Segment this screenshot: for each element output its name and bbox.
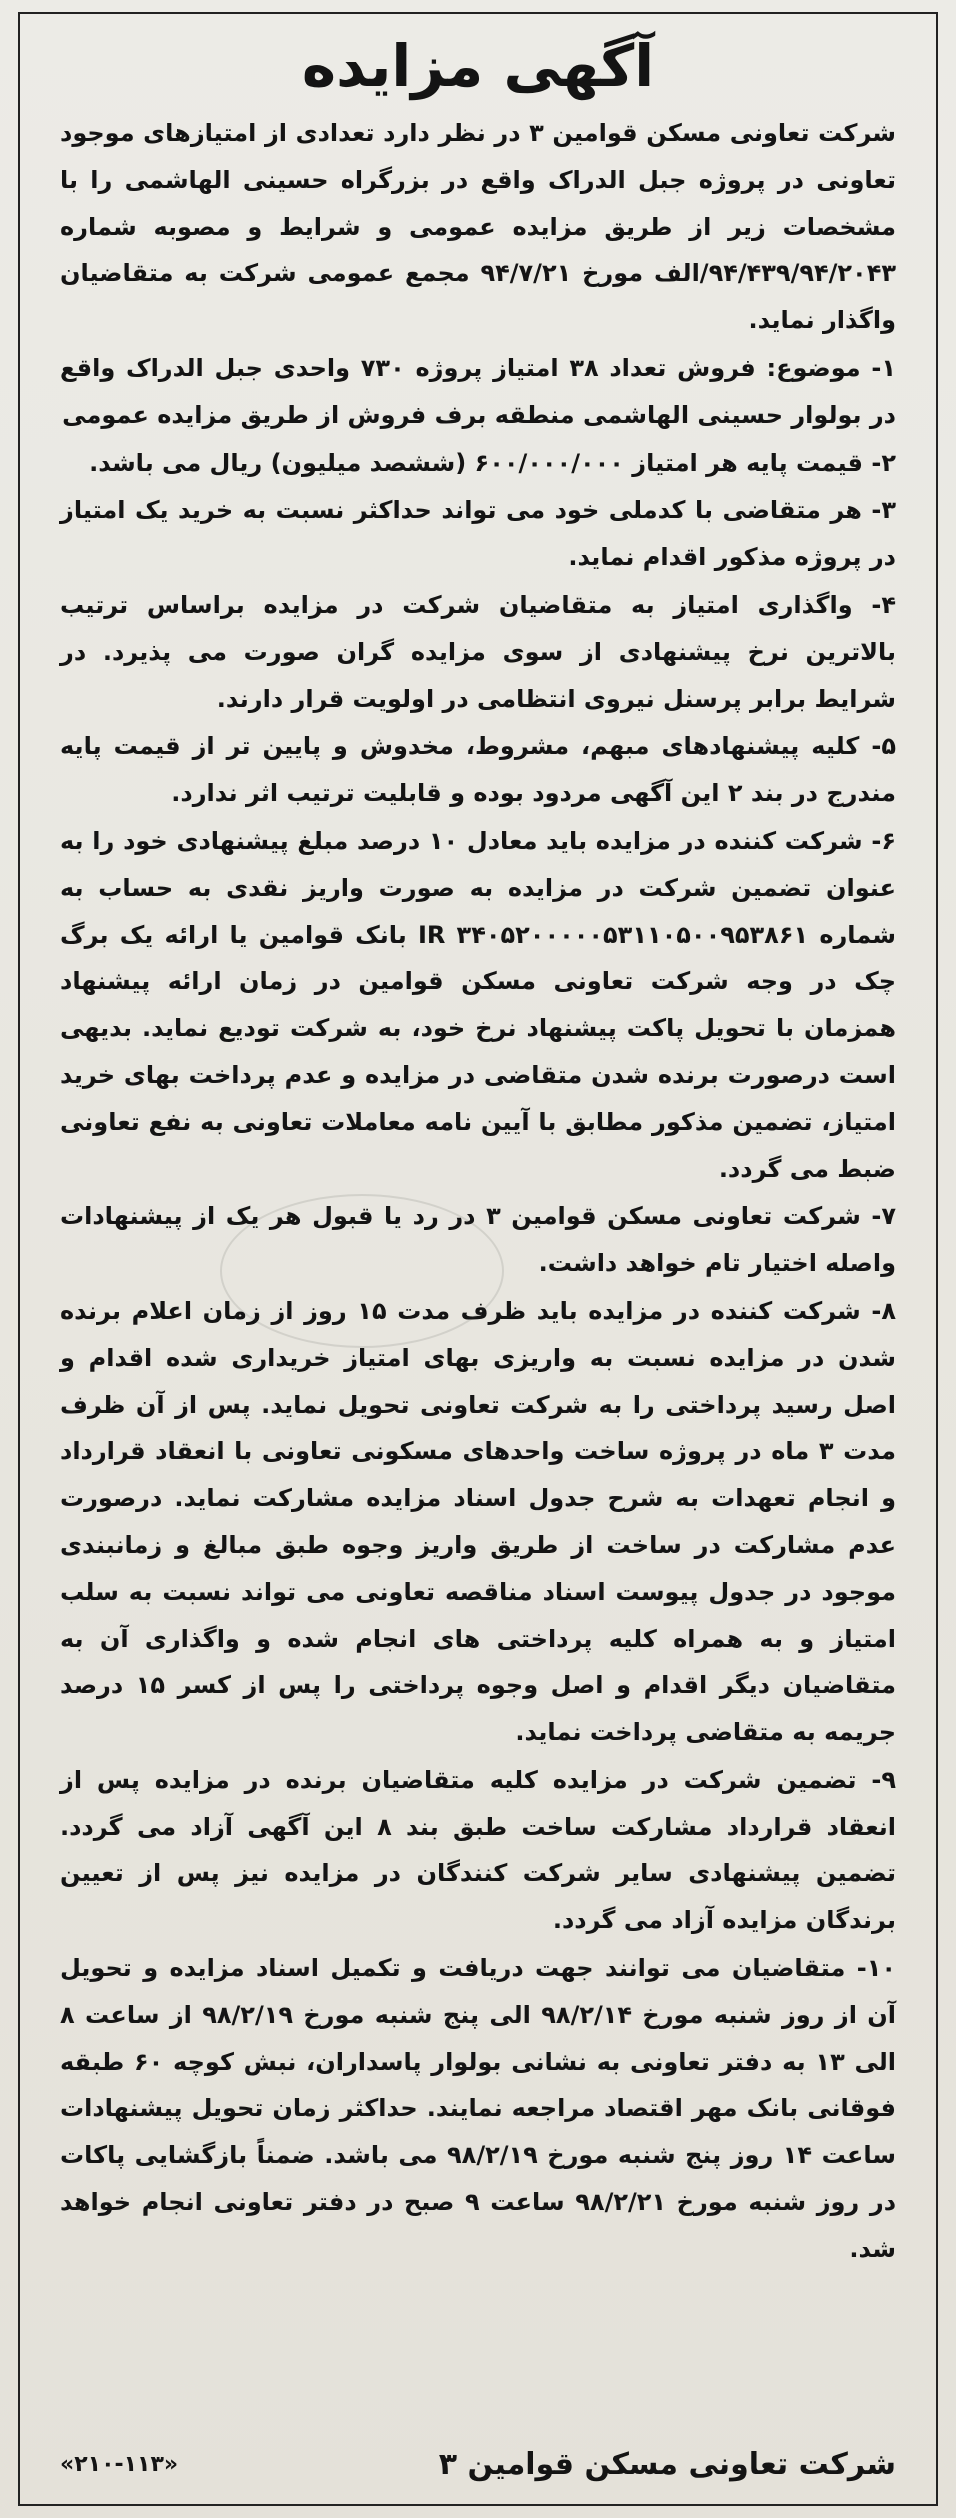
notice-frame xyxy=(18,12,938,2506)
clause-5: ۵- کلیه پیشنهادهای مبهم، مشروط، مخدوش و پایین تر از قیمت پایه مندرج در بند ۲ این آگهی مردود بوده و قابلیت ترتیب اثر ندارد. xyxy=(60,732,896,808)
clause-1: ۱- موضوع: فروش تعداد ۳۸ امتیاز پروژه ۷۳۰ واحدی جبل الدراک واقع در بولوار حسینی الهاشمی منطقه برف فروش از طریق مزایده عمومی xyxy=(60,353,897,429)
clause-2: ۲- قیمت پایه هر امتیاز ۶۰۰/۰۰۰/۰۰۰ (ششصد میلیون) ریال می باشد. xyxy=(89,448,896,477)
clause-3: ۳- هر متقاضی با کدملی خود می تواند حداکثر نسبت به خرید یک امتیاز در پروژه مذکور اقدام نماید. xyxy=(60,496,896,572)
clause-9: ۹- تضمین شرکت در مزایده کلیه متقاضیان برنده در مزایده پس از انعقاد قرارداد مشارکت ساخت طبق بند ۸ این آگهی آزاد می گردد. تضمین پیشنهادی سایر شرکت کنندگان در مزایده نیز پس از تعیین برندگان مزایده آزاد می گردد. xyxy=(60,1765,896,1935)
notice-intro: شرکت تعاونی مسکن قوامین ۳ در نظر دارد تعدادی از امتیازهای موجود تعاونی در پروژه جبل الدراک واقع در بزرگراه حسینی الهاشمی را با مشخصات زیر از طریق مزایده عمومی و شرایط و مصوبه شماره ۹۴/۴۳۹/۹۴/۲۰۴۳/الف مورخ ۹۴/۷/۲۱ مجمع عمومی شرکت به متقاضیان واگذار نماید. xyxy=(60,119,896,335)
clause-8: ۸- شرکت کننده در مزایده باید ظرف مدت ۱۵ روز از زمان اعلام برنده شدن در مزایده نسبت به واریزی بهای امتیاز خریداری شده اقدام و اصل رسید پرداختی را به شرکت تعاونی تحویل نماید. پس از آن ظرف مدت ۳ ماه در پروژه ساخت واحدهای مسکونی تعاونی با انعقاد قرارداد و انجام تعهدات به شرح جدول اسناد مزایده مشارکت نماید. درصورت عدم مشارکت در ساخت از طریق واریز وجوه طبق مبالغ و زمانبندی موجود در جدول پیوست اسناد مناقصه تعاونی می تواند نسبت به سلب امتیاز و به همراه کلیه پرداختی های انجام شده و واگذاری آن به متقاضیان دیگر اقدام و اصل وجوه پرداختی را پس از کسر ۱۵ درصد جریمه به متقاضی پرداخت نماید. xyxy=(60,1296,896,1747)
notice-footer xyxy=(60,2447,896,2482)
clause-4: ۴- واگذاری امتیاز به متقاضیان شرکت در مزایده براساس ترتیب بالاترین نرخ پیشنهادی از سوی مزایده گران صورت می پذیرد. در شرایط برابر پرسنل نیروی انتظامی در اولویت قرار دارند. xyxy=(60,590,896,713)
clause-10: ۱۰- متقاضیان می توانند جهت دریافت و تکمیل اسناد مزایده و تحویل آن از روز شنبه مورخ ۹۸/۲/۱۴ الی پنج شنبه مورخ ۹۸/۲/۱۹ از ساعت ۸ الی ۱۳ به دفتر تعاونی به نشانی بولوار پاسداران، نبش کوچه ۶۰ طبقه فوقانی بانک مهر اقتصاد مراجعه نمایند. حداکثر زمان تحویل پیشنهادات ساعت ۱۴ روز پنج شنبه مورخ ۹۸/۲/۱۹ می باشد. ضمناً بازگشایی پاکات در روز شنبه مورخ ۹۸/۲/۲۱ ساعت ۹ صبح در دفتر تعاونی انجام خواهد شد. xyxy=(60,1954,897,2263)
notice-title: آگهی مزایده xyxy=(301,32,655,100)
signature: شرکت تعاونی مسکن قوامین ۳ xyxy=(438,2447,896,2482)
clause-6: ۶- شرکت کننده در مزایده باید معادل ۱۰ درصد مبلغ پیشنهادی خود را به عنوان تضمین شرکت در مزایده به صورت واریز نقدی به حساب به شماره IR ۳۴۰۵۲۰۰۰۰۰۵۳۱۱۰۵۰۰۹۵۳۸۶۱ بانک قوامین یا ارائه یک برگ چک در وجه شرکت تعاونی مسکن قوامین در زمان ارائه پیشنهاد همزمان با تحویل پاکت پیشنهاد نرخ خود، به شرکت تودیع نماید. بدیهی است درصورت برنده شدن متقاضی در مزایده و عدم پرداخت بهای خرید امتیاز، تضمین مذکور مطابق با آیین نامه معاملات تعاونی به نفع تعاونی ضبط می گردد. xyxy=(60,826,897,1183)
ad-code: «۲۱۰-۱۱۳» xyxy=(60,2452,179,2477)
clause-7: ۷- شرکت تعاونی مسکن قوامین ۳ در رد یا قبول هر یک از پیشنهادات واصله اختیار تام خواهد داشت. xyxy=(60,1202,896,1278)
